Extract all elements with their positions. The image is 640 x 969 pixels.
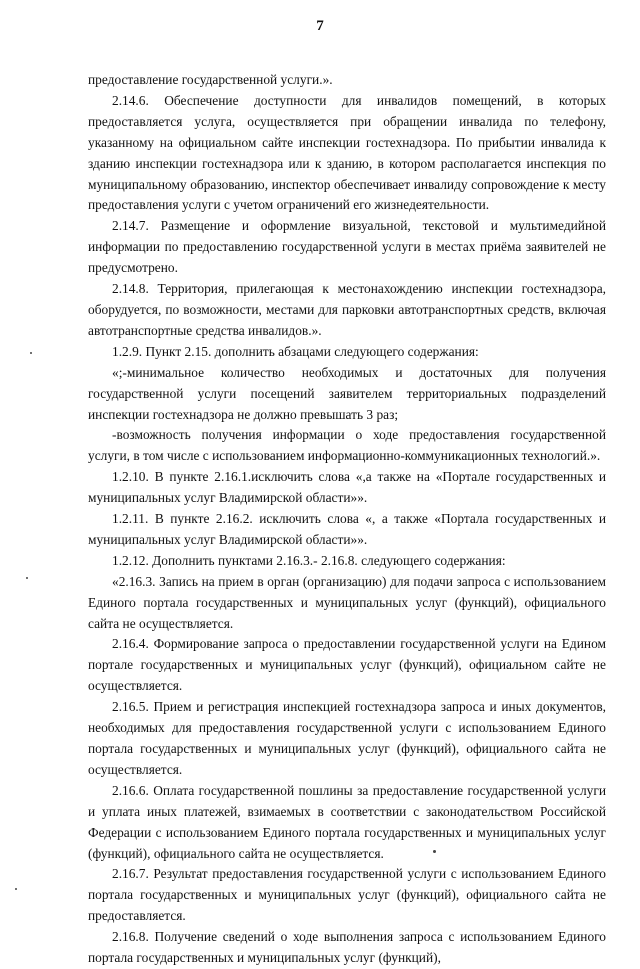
paragraph-2-14-7: 2.14.7. Размещение и оформление визуальной, текстовой и мультимедийной информации по предоставлению государственной услуги в местах приёма заявителей не предусмотрено.	[88, 218, 606, 276]
paragraph-2-16-8: 2.16.8. Получение сведений о ходе выполнения запроса с использованием Единого портала государственных и муниципальных услуг (функций),	[88, 929, 606, 966]
paragraph-info-access: -возможность получения информации о ходе предоставления государственной услуги, в том числе с использованием информационно-коммуникационных технологий.».	[88, 427, 606, 464]
paragraph-2-16-7: 2.16.7. Результат предоставления государственной услуги с использованием Единого портала государственных и муниципальных услуг (функций), официального сайта не предоставляется.	[88, 866, 606, 924]
paragraph-1-2-9: 1.2.9. Пункт 2.15. дополнить абзацами следующего содержания:	[112, 343, 479, 359]
document-body	[88, 70, 606, 969]
scan-speck	[433, 850, 436, 853]
paragraph-2-16-3: «2.16.3. Запись на прием в орган (организацию) для подачи запроса с использованием Единого портала государственных и муниципальных услуг (функций), официального сайта не осуществляется.	[88, 573, 606, 631]
paragraph-1-2-12: 1.2.12. Дополнить пунктами 2.16.3.- 2.16.8. следующего содержания:	[112, 552, 506, 568]
scan-speck	[26, 577, 28, 579]
paragraph-1-2-11: 1.2.11. В пункте 2.16.2. исключить слова «, а также «Портала государственных и муниципальных услуг Владимирской области»».	[88, 511, 606, 547]
page-number: 7	[316, 18, 324, 34]
paragraph-2-14-8: 2.14.8. Территория, прилегающая к местонахождению инспекции гостехнадзора, оборудуется, по возможности, местами для парковки автотранспортных средств, включая автотранспортные средства инвалидов.».	[88, 281, 606, 338]
scan-speck	[30, 352, 32, 354]
paragraph-2-16-5: 2.16.5. Прием и регистрация инспекцией гостехнадзора запроса и иных документов, необходимых для предоставления государственной услуги с использованием Единого портала государственных и муниципальных услуг (функций), официального сайта не осуществляется.	[88, 699, 606, 777]
paragraph-continuation: предоставление государственной услуги.».	[88, 72, 333, 87]
paragraph-1-2-10: 1.2.10. В пункте 2.16.1.исключить слова «,а также на «Портале государственных и муниципальных услуг Владимирской области»».	[88, 469, 606, 506]
scan-speck	[15, 888, 17, 890]
paragraph-min-visits: «;-минимальное количество необходимых и достаточных для получения государственной услуги посещений заявителем территориальных подразделений инспекции гостехнадзора не должно превышать 3 раз;	[88, 364, 606, 422]
paragraph-2-16-6: 2.16.6. Оплата государственной пошлины за предоставление государственной услуги и уплата иных платежей, взимаемых в соответствии с законодательством Российской Федерации с использованием Единого портала государственных и муниципальных услуг (функций), официального сайта не осуществляется.	[88, 782, 606, 861]
paragraph-2-16-4: 2.16.4. Формирование запроса о предоставлении государственной услуги на Едином портале государственных и муниципальных услуг (функций), официальном сайте не осуществляется.	[88, 636, 606, 694]
paragraph-2-14-6: 2.14.6. Обеспечение доступности для инвалидов помещений, в которых предоставляется услуга, осуществляется при обращении инвалида по телефону, указанному на официальном сайте инспекции гостехнадзора. По прибытии инвалида к зданию инспекции гостехнадзора или к зданию, в котором располагается инспекция по муниципальному образованию, инспектор обеспечивает инвалиду сопровождение к месту предоставления услуги с учетом ограничений его жизнедеятельности.	[88, 92, 606, 213]
